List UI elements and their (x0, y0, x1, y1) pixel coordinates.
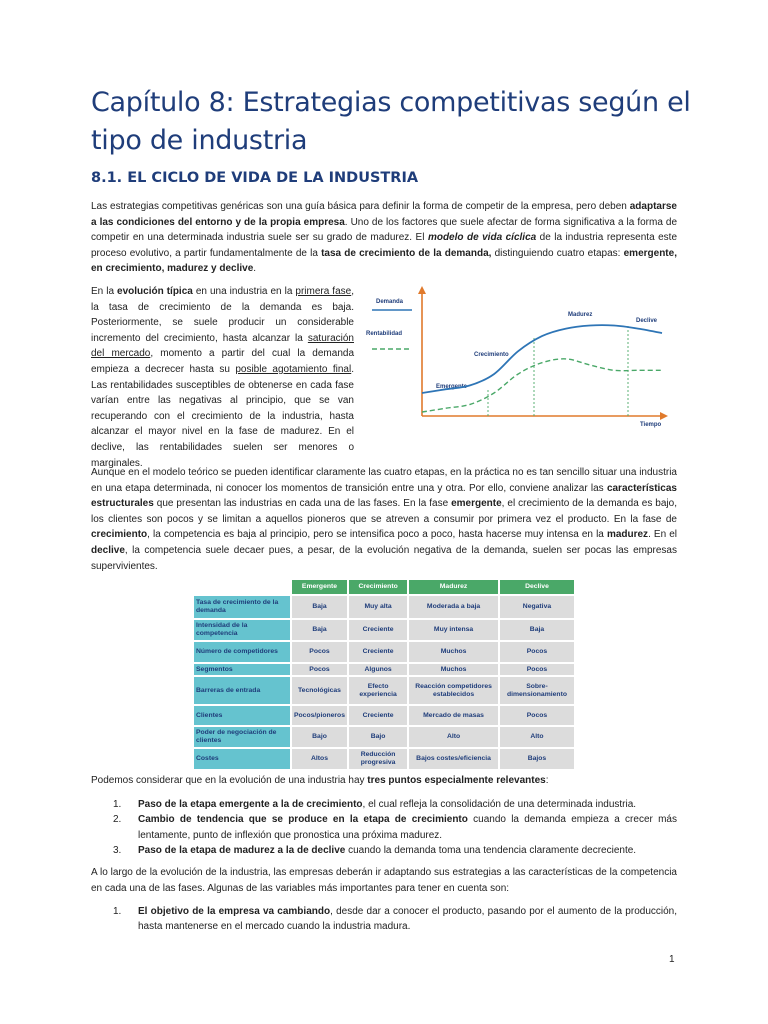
table-cell: Reacción competidores establecidos (409, 677, 498, 704)
table-row (194, 677, 574, 704)
bold-run: crecimiento (91, 529, 148, 541)
table-cell: Creciente (349, 620, 407, 640)
text-run: . En el (648, 529, 678, 541)
paragraph-evolution (91, 284, 354, 471)
list-item (91, 904, 677, 935)
table-row (194, 642, 574, 662)
list-number: 1. (113, 799, 122, 810)
table-cell: Pocos (292, 664, 347, 675)
table-row-label: Tasa de crecimiento de la demanda (194, 596, 290, 618)
table-row-label: Poder de negociación de clientes (194, 727, 290, 747)
table-cell: Pocos (500, 664, 574, 675)
text-run: Las estrategias competitivas genéricas son una guía básica para definir la forma de competir de la empresa, pero deben (91, 201, 630, 212)
table-cell: Negativa (500, 596, 574, 618)
table-row (194, 706, 574, 725)
stage-label-declive: Declive (636, 318, 658, 324)
text-run: , la competencia suele decaer pues, a pesar, de la evolución negativa de la demanda, suelen ser pocas las empresas supervivientes. (91, 544, 677, 572)
table-row-label: Número de competidores (194, 642, 290, 662)
table-cell: Tecnológicas (292, 677, 347, 704)
table-cell: Bajos (500, 749, 574, 769)
table-cell: Algunos (349, 664, 407, 675)
table-cell: Baja (500, 620, 574, 640)
text-run: Podemos considerar que en la evolución de una industria hay (91, 775, 368, 786)
legend-rentabilidad-label: Rentabilidad (366, 331, 403, 337)
y-axis-arrow (418, 286, 426, 294)
paragraph-structural (91, 465, 677, 574)
list-number: 1. (113, 906, 122, 917)
table-cell: Muchos (409, 642, 498, 662)
table-row-label: Intensidad de la competencia (194, 620, 290, 640)
chart-series-group (422, 325, 662, 412)
table-cell: Baja (292, 620, 347, 640)
table-row-label: Barreras de entrada (194, 677, 290, 704)
table-row (194, 664, 574, 675)
table-cell: Mercado de masas (409, 706, 498, 725)
table-row-label: Segmentos (194, 664, 290, 675)
text-run: Aunque en el modelo teórico se pueden identificar claramente las cuatro etapas, en la práctica no es tan sencillo situar una industria en una etapa determinada, ni conocer los momentos de transición entre una y otra. Por ello, conviene analizar las (91, 467, 677, 494)
table-header-row (194, 580, 574, 594)
table-cell: Creciente (349, 642, 407, 662)
text-run: , el crecimiento de la demanda es bajo, los clientes son pocos y se limitan a aquellos pioneros que se atreven a consumir por primera vez el producto. En la fase de (91, 498, 677, 525)
table-header-cell: Emergente (292, 580, 347, 594)
stage-label-emergente: Emergente (436, 384, 468, 390)
bold-run: Paso de la etapa emergente a la de crecimiento (138, 799, 363, 810)
text-run: en una industria en la (192, 286, 296, 297)
page-title: Capítulo 8: Estrategias competitivas según el tipo de industria (91, 87, 691, 156)
bold-run: Cambio de tendencia que se produce en la etapa de crecimiento (138, 814, 468, 826)
text-run: , la tasa de crecimiento de la demanda es baja. Posteriormente, se suele producir un considerable incremento del crecimiento, hasta alcanzar la (91, 286, 354, 344)
text-run: , el cual refleja la consolidación de una determinada industria. (362, 799, 637, 810)
bold-run: Paso de la etapa de madurez a la de declive (138, 845, 346, 857)
table-cell: Sobre-dimensionamiento (500, 677, 574, 704)
table-cell: Baja (292, 596, 347, 618)
list-item (91, 843, 677, 858)
text-run: , desde dar a conocer el producto, pasando por el aumento de la producción, hasta mantenerse en el mercado cuando la industria madura. (138, 906, 678, 933)
bold-run: emergente (451, 498, 502, 510)
table-row (194, 596, 574, 618)
table-header-cell: Crecimiento (349, 580, 407, 594)
text-run: distinguiendo cuatro etapas: (491, 247, 624, 259)
table-cell: Efecto experiencia (349, 677, 407, 704)
bold-run: emergente, en crecimiento, madurez y declive (91, 247, 677, 275)
table-cell: Altos (292, 749, 347, 769)
lifecycle-chart (364, 284, 684, 434)
table-row (194, 727, 574, 747)
paragraph-key-points (91, 773, 677, 789)
table-cell: Moderada a baja (409, 596, 498, 618)
table-cell: Pocos/pioneros (292, 706, 347, 725)
underlined-run: posible agotamiento final (235, 363, 352, 375)
section-heading: 8.1. EL CICLO DE VIDA DE LA INDUSTRIA (91, 170, 419, 186)
stage-label-crecimiento: Crecimiento (474, 352, 509, 358)
text-run: cuando la demanda empieza a crecer más lentamente, punto de inflexión que pronostica una próxima madurez. (138, 814, 677, 841)
text-run: . (253, 263, 257, 275)
text-run: cuando la demanda toma una tendencia claramente decreciente. (345, 845, 637, 857)
stages-table (192, 578, 576, 771)
list-item (91, 797, 677, 812)
underlined-run: primera fase (295, 286, 352, 297)
bold-run: El objetivo de la empresa va cambiando (138, 906, 331, 917)
table-row (194, 620, 574, 640)
bold-run: tasa de crecimiento de la demanda, (321, 247, 492, 259)
table-row (194, 749, 574, 769)
table-cell: Creciente (349, 706, 407, 725)
bold-run: evolución típica (117, 286, 193, 297)
variables-list (91, 904, 677, 935)
text-run: , la competencia es baja al principio, pero se intensifica poco a poco, hasta hacerse muy intensa en la (147, 529, 607, 541)
page-number: 1 (669, 954, 675, 965)
bold-run: tres puntos especialmente relevantes (367, 775, 546, 786)
table-header-cell: Madurez (409, 580, 498, 594)
table-cell: Reducción progresiva (349, 749, 407, 769)
text-run: : (545, 775, 549, 786)
legend-demanda-label: Demanda (376, 299, 404, 305)
list-number: 3. (113, 845, 122, 857)
list-item (91, 812, 677, 843)
table-cell: Muy alta (349, 596, 407, 618)
table-cell: Bajos costes/eficiencia (409, 749, 498, 769)
x-axis-label: Tiempo (640, 422, 662, 428)
table-cell: Pocos (500, 642, 574, 662)
stage-label-madurez: Madurez (568, 312, 593, 318)
paragraph-intro (91, 199, 677, 277)
underlined-run: saturación del mercado (91, 332, 354, 360)
text-run: . Las rentabilidades susceptibles de obtenerse en cada fase varían entre las negativas al principio, que se van recuperando con el crecimiento de la industria, hasta alcanzar el mayor nivel en la fase de madurez. En el declive, las rentabilidades suelen ser menores o marginales. (91, 363, 354, 469)
table-row-label: Costes (194, 749, 290, 769)
demanda-series-line (422, 325, 662, 393)
bold-run: madurez (606, 529, 649, 541)
table-cell: Alto (500, 727, 574, 747)
text-run: . Uno de los factores que suele afectar de forma significativa a la forma de competir en una determinada industria suele ser su grado de madurez. El (91, 216, 678, 244)
text-run: de la industria representa este proceso evolutivo, a partir fundamentalmente de la (91, 232, 678, 259)
text-run: En la (91, 286, 118, 297)
paragraph-variables: A lo largo de la evolución de la industria, las empresas deberán ir adaptando sus estrategias a las características de la competencia en cada una de las fases. Algunas de las variables más importantes para tener en cuenta son: (91, 867, 677, 894)
text-run: , momento a partir del cual la demanda empieza a decrecer hasta su (91, 348, 355, 375)
stages-table-wrapper (192, 578, 576, 766)
key-points-list (91, 797, 677, 859)
bold-run: adaptarse a las condiciones del entorno y de la propia empresa (91, 201, 677, 228)
table-cell: Bajo (292, 727, 347, 747)
list-number: 2. (113, 814, 122, 826)
bold-run: declive (91, 544, 125, 556)
x-axis-arrow (660, 412, 668, 420)
table-cell: Pocos (500, 706, 574, 725)
bold-italic-run: modelo de vida cíclica (427, 232, 537, 244)
table-cell: Muy intensa (409, 620, 498, 640)
table-cell: Muchos (409, 664, 498, 675)
text-run: que presentan las industrias en cada una de las fases. En la fase (153, 498, 452, 510)
table-cell: Alto (409, 727, 498, 747)
bold-run: características estructurales (91, 482, 677, 510)
table-corner (194, 580, 290, 594)
table-row-label: Clientes (194, 706, 290, 725)
table-header-cell: Declive (500, 580, 574, 594)
table-cell: Bajo (349, 727, 407, 747)
table-cell: Pocos (292, 642, 347, 662)
